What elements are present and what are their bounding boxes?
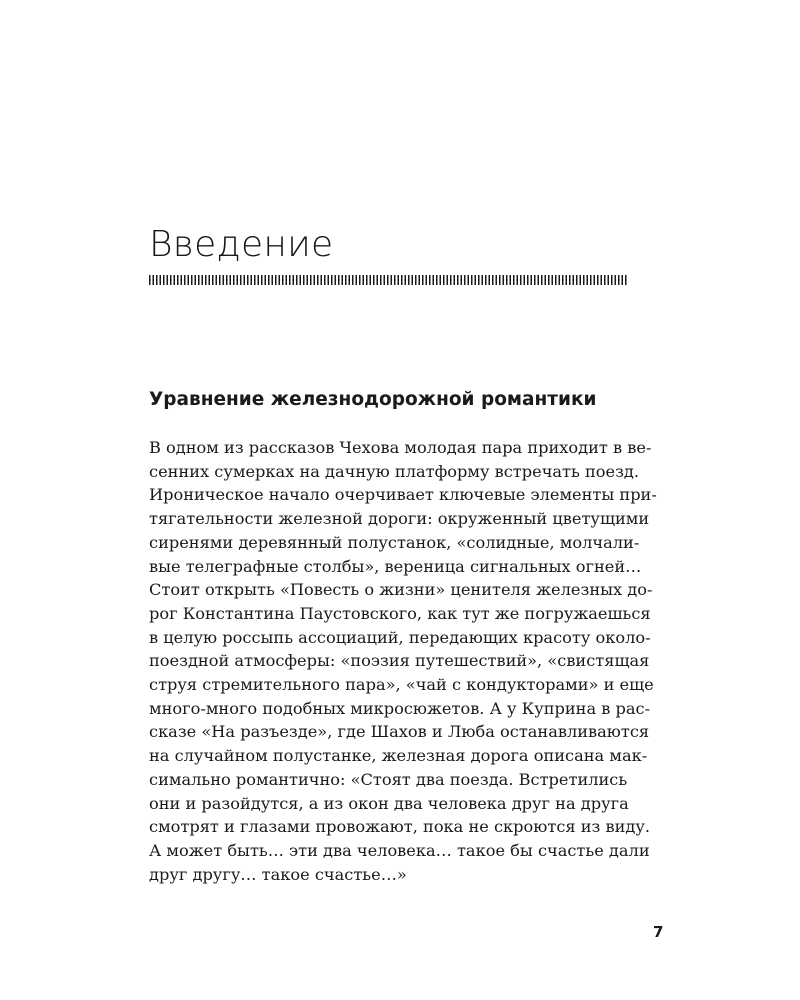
paragraph-line: Ироническое начало очерчивает ключевые элементы при- bbox=[149, 485, 657, 505]
title-divider bbox=[149, 275, 627, 285]
paragraph-line: струя стремительного пара», «чай с кондукторами» и еще bbox=[149, 675, 654, 695]
chapter-title: Введение bbox=[149, 224, 334, 265]
section-heading: Уравнение железнодорожной романтики bbox=[149, 389, 597, 410]
paragraph-line: симально романтично: «Стоят два поезда. Встретились bbox=[149, 769, 628, 789]
paragraph-line: на случайном полустанке, железная дорога описана мак- bbox=[149, 746, 648, 766]
paragraph-line: тягательности железной дороги: окруженный цветущими bbox=[149, 509, 650, 529]
paragraph-line: они и разойдутся, а из окон два человека друг на друга bbox=[149, 793, 629, 813]
paragraph-line: смотрят и глазами провожают, пока не скроются из виду. bbox=[149, 817, 651, 837]
paragraph-line: много-много подобных микросюжетов. А у Куприна в рас- bbox=[149, 698, 651, 718]
paragraph-line: вые телеграфные столбы», вереница сигнальных огней… bbox=[149, 556, 642, 576]
paragraph-line: сказе «На разъезде», где Шахов и Люба останавливаются bbox=[149, 722, 650, 742]
paragraph-line: Стоит открыть «Повесть о жизни» ценителя железных до- bbox=[149, 580, 653, 600]
paragraph-line: В одном из рассказов Чехова молодая пара приходит в ве- bbox=[149, 438, 652, 457]
paragraph-line: А может быть… эти два человека… такое бы счастье дали bbox=[149, 840, 650, 860]
paragraph-line: сиренями деревянный полустанок, «солидные, молчали- bbox=[149, 532, 640, 552]
body-paragraph bbox=[149, 436, 657, 886]
paragraph-line: рог Константина Паустовского, как тут же погружаешься bbox=[149, 603, 651, 623]
paragraph-line: друг другу… такое счастье…» bbox=[149, 864, 407, 884]
paragraph-line: сенних сумерках на дачную платформу встречать поезд. bbox=[149, 461, 640, 481]
paragraph-line: поездной атмосферы: «поэзия путешествий», «свистящая bbox=[149, 651, 650, 671]
paragraph-line: в целую россыпь ассоциаций, передающих красоту около- bbox=[149, 627, 651, 647]
page-number: 7 bbox=[653, 923, 664, 941]
